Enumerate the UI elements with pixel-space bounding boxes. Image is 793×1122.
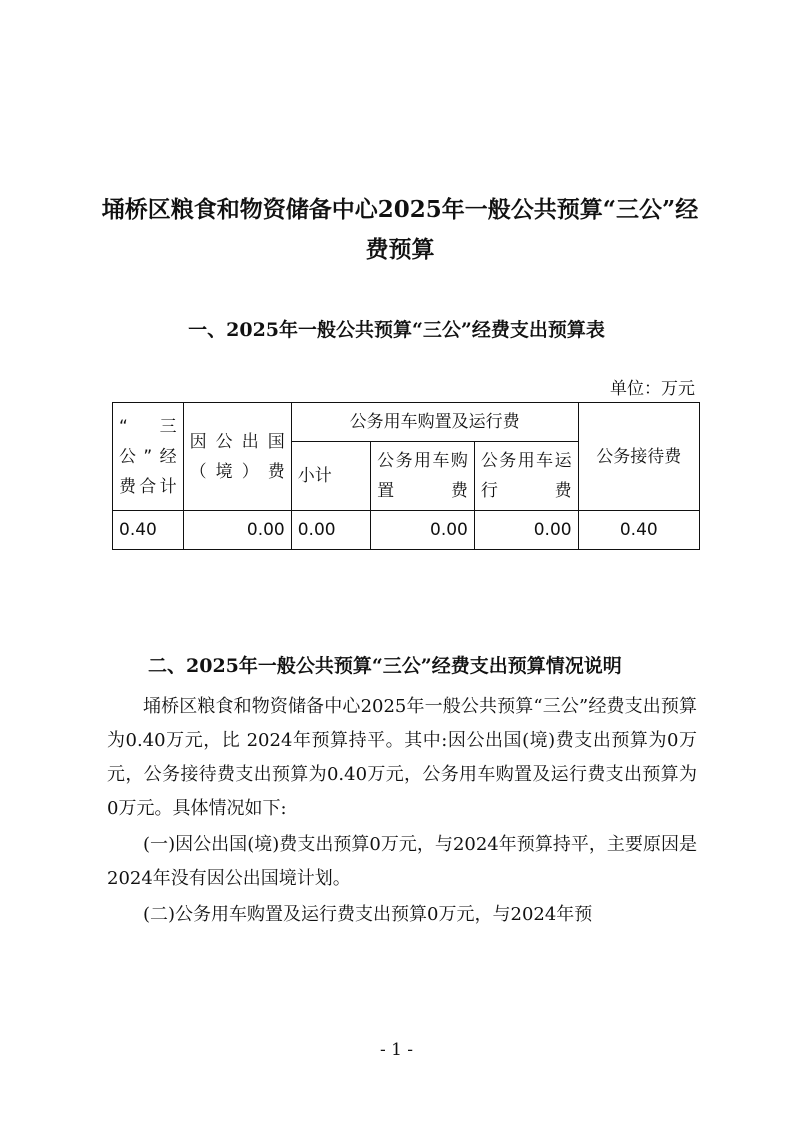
cell-vehicle-purchase: 0.00 bbox=[371, 511, 475, 550]
cell-vehicle-operation: 0.00 bbox=[474, 511, 578, 550]
cell-subtotal: 0.00 bbox=[291, 511, 370, 550]
body-text bbox=[107, 690, 697, 934]
section-1-heading: 一、2025年一般公共预算“三公”经费支出预算表 bbox=[188, 319, 605, 341]
cell-abroad: 0.00 bbox=[183, 511, 291, 550]
header-vehicle-purchase: 公务用车购置费 bbox=[371, 442, 475, 511]
paragraph: (一)因公出国(境)费支出预算0万元，与2024年预算持平，主要原因是2024年没有因公出国境计划。 bbox=[107, 834, 697, 889]
document-title: 埇桥区粮食和物资储备中心2025年一般公共预算“三公”经费预算 bbox=[101, 196, 699, 263]
paragraph: 埇桥区粮食和物资储备中心2025年一般公共预算“三公”经费支出预算为0.40万元，比 2024年预算持平。其中:因公出国(境)费支出预算为0万元，公务接待费支出预算为0.40万元，公务用车购置及运行费支出预算为0万元。具体情况如下: bbox=[107, 696, 697, 819]
paragraph: (二)公务用车购置及运行费支出预算0万元，与2024年预 bbox=[143, 904, 593, 925]
header-vehicle-group: 公务用车购置及运行费 bbox=[291, 403, 578, 442]
budget-table bbox=[112, 402, 700, 550]
table-header-row bbox=[113, 403, 700, 442]
header-reception: 公务接待费 bbox=[578, 403, 699, 511]
cell-total: 0.40 bbox=[113, 511, 184, 550]
unit-label: 单位：万元 bbox=[610, 379, 695, 399]
header-abroad: 因公出国（境）费 bbox=[183, 403, 291, 511]
section-2-heading: 二、2025年一般公共预算“三公”经费支出预算情况说明 bbox=[148, 655, 622, 677]
cell-reception: 0.40 bbox=[578, 511, 699, 550]
header-total: “三公”经费合计 bbox=[113, 403, 184, 511]
table-row bbox=[113, 511, 700, 550]
header-vehicle-operation: 公务用车运行费 bbox=[474, 442, 578, 511]
page-number: - 1 - bbox=[379, 1040, 414, 1060]
header-subtotal: 小计 bbox=[291, 442, 370, 511]
